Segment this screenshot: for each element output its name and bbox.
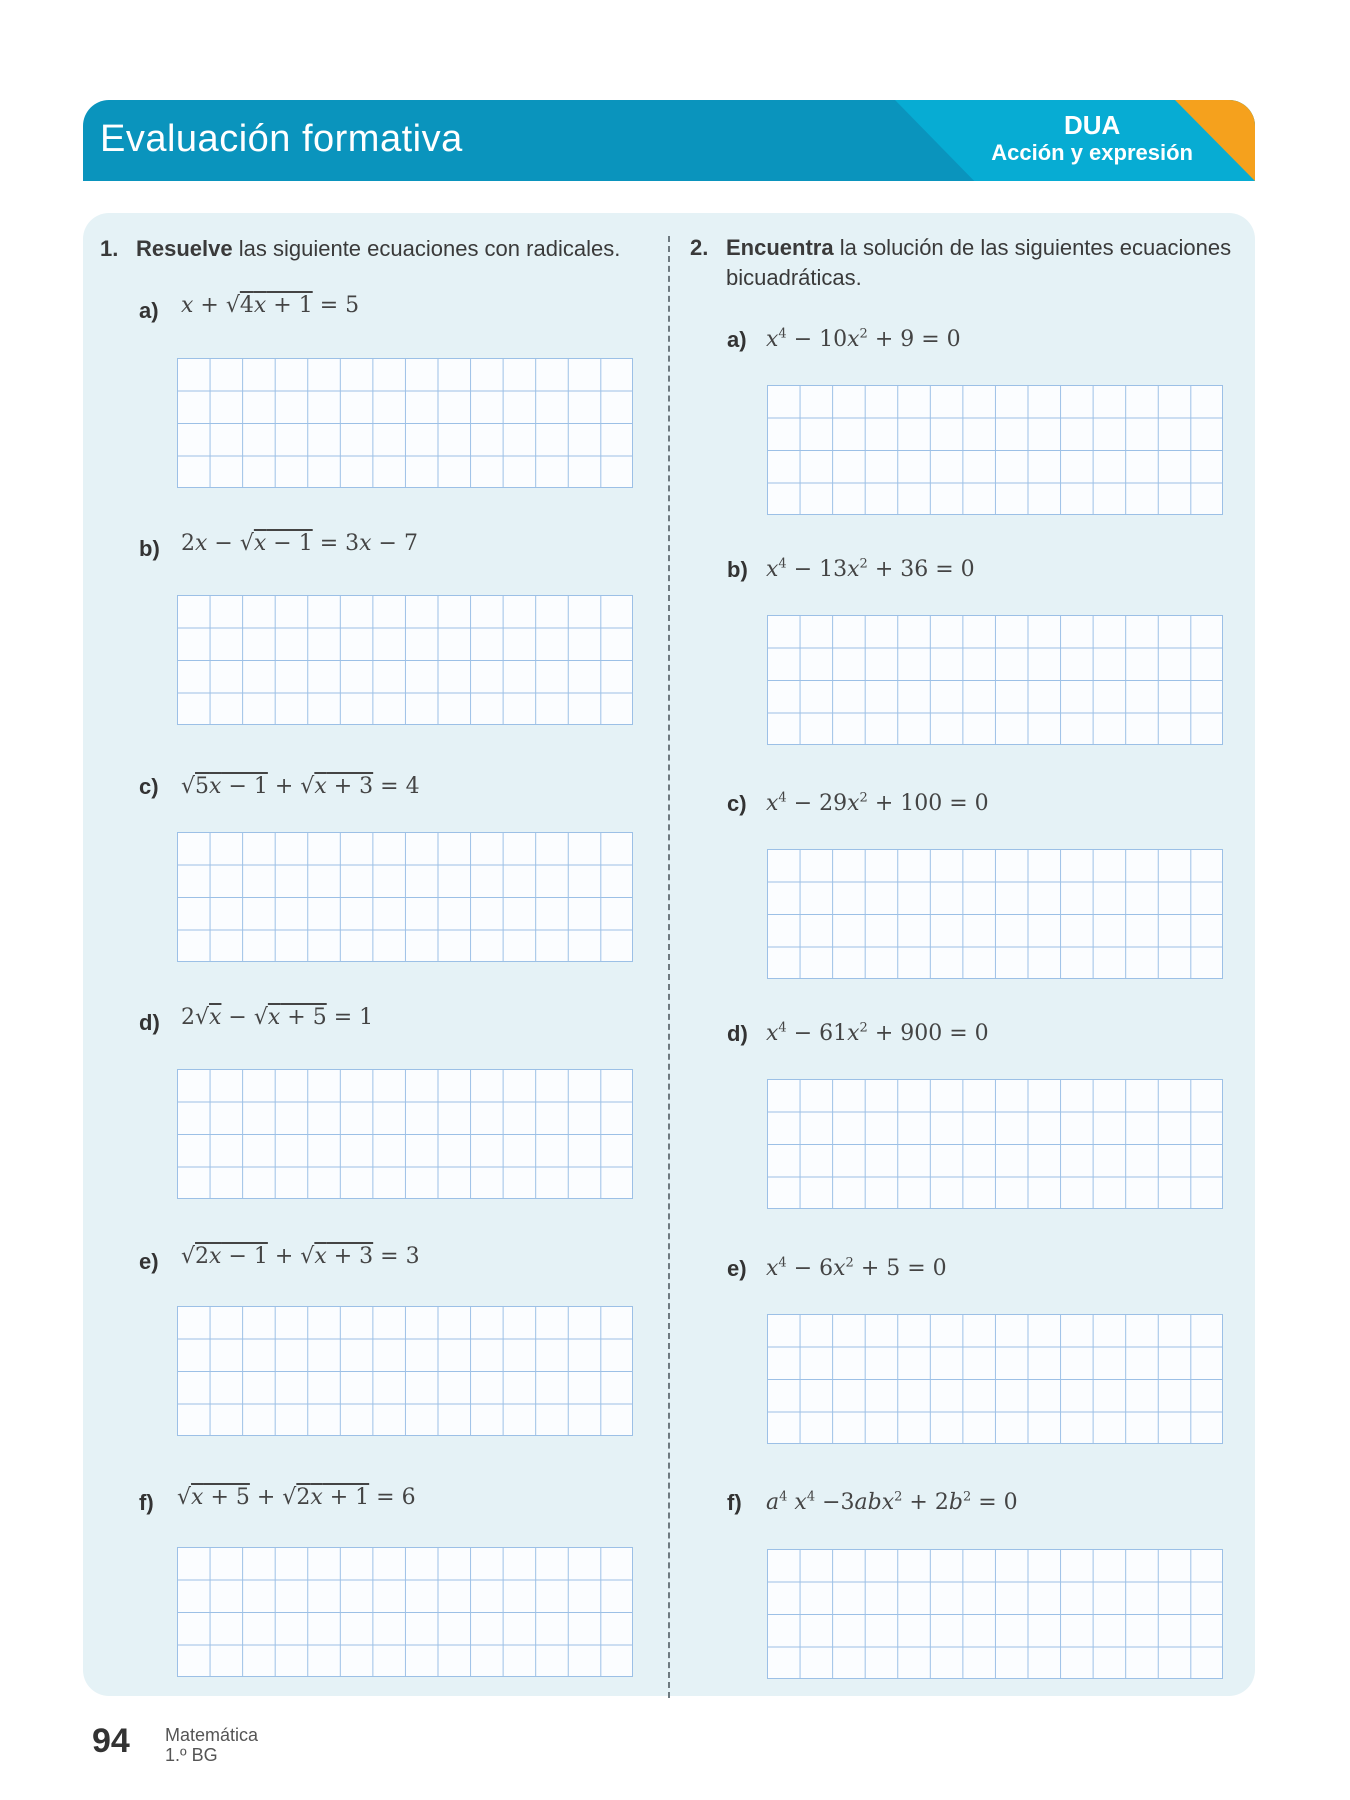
equation: $x^4 - 10x^2 + 9 = 0$: [766, 326, 961, 352]
equation: √5x − 1 + √x + 3 = 4: [181, 774, 420, 799]
question-text: las siguiente ecuaciones con radicales.: [232, 236, 621, 261]
answer-grid[interactable]: [177, 1306, 633, 1436]
dua-badge: [991, 110, 1193, 166]
item-label: c): [727, 791, 747, 816]
question-text: la solución de las siguientes ecuaciones: [833, 235, 1232, 260]
equation: √x + 5 + √2x + 1 = 6: [177, 1485, 416, 1510]
item-label: d): [139, 1010, 160, 1035]
subject-name: Matemática: [165, 1725, 259, 1745]
question-2-heading: [690, 233, 1250, 293]
page-number: 94: [92, 1722, 130, 1760]
grade-level: 1.º BG: [165, 1745, 218, 1765]
dua-label: DUA: [1063, 110, 1121, 140]
answer-grid[interactable]: [177, 595, 633, 725]
item-label: b): [727, 557, 748, 582]
column-divider: [668, 236, 670, 1698]
item-label: e): [139, 1249, 159, 1274]
equation: $a^4$ $x^4 -3abx^2 + 2b^2 = 0$: [766, 1489, 1018, 1515]
question-1-heading: [100, 234, 620, 264]
question-number: 1.: [100, 236, 119, 261]
answer-grid[interactable]: [767, 615, 1223, 745]
answer-grid[interactable]: [767, 849, 1223, 979]
answer-grid[interactable]: [767, 1549, 1223, 1679]
equation: $x^4 - 29x^2 + 100 = 0$: [766, 790, 989, 816]
item-label: f): [727, 1490, 742, 1515]
item-label: f): [139, 1490, 154, 1515]
answer-grid[interactable]: [177, 832, 633, 962]
equation: 2x − √x − 1 = 3x − 7: [181, 531, 418, 556]
question-keyword: Encuentra: [726, 235, 834, 260]
page-title: Evaluación formativa: [100, 118, 463, 160]
equation: $x^4 - 61x^2 + 900 = 0$: [766, 1020, 989, 1046]
question-keyword: Resuelve: [136, 236, 233, 261]
equation: $x^4 - 13x^2 + 36 = 0$: [766, 556, 975, 582]
answer-grid[interactable]: [767, 1314, 1223, 1444]
item-label: c): [139, 774, 159, 799]
item-label: a): [727, 327, 747, 352]
answer-grid[interactable]: [177, 1547, 633, 1677]
dua-subtitle: Acción y expresión: [991, 140, 1193, 165]
item-label: e): [727, 1256, 747, 1281]
section-header: [83, 100, 1255, 181]
question-number: 2.: [690, 235, 709, 260]
item-label: b): [139, 536, 160, 561]
footer-subject: [165, 1725, 258, 1765]
answer-grid[interactable]: [177, 1069, 633, 1199]
question-text-continued: bicuadráticas.: [726, 265, 862, 290]
equation: √2x − 1 + √x + 3 = 3: [181, 1244, 420, 1269]
answer-grid[interactable]: [177, 358, 633, 488]
equation: 2√x − √x + 5 = 1: [181, 1005, 374, 1030]
equation: x + √4x + 1 = 5: [181, 293, 360, 318]
item-label: d): [727, 1021, 748, 1046]
equation: $x^4 - 6x^2 + 5 = 0$: [766, 1255, 947, 1281]
item-label: a): [139, 298, 159, 323]
answer-grid[interactable]: [767, 1079, 1223, 1209]
answer-grid[interactable]: [767, 385, 1223, 515]
